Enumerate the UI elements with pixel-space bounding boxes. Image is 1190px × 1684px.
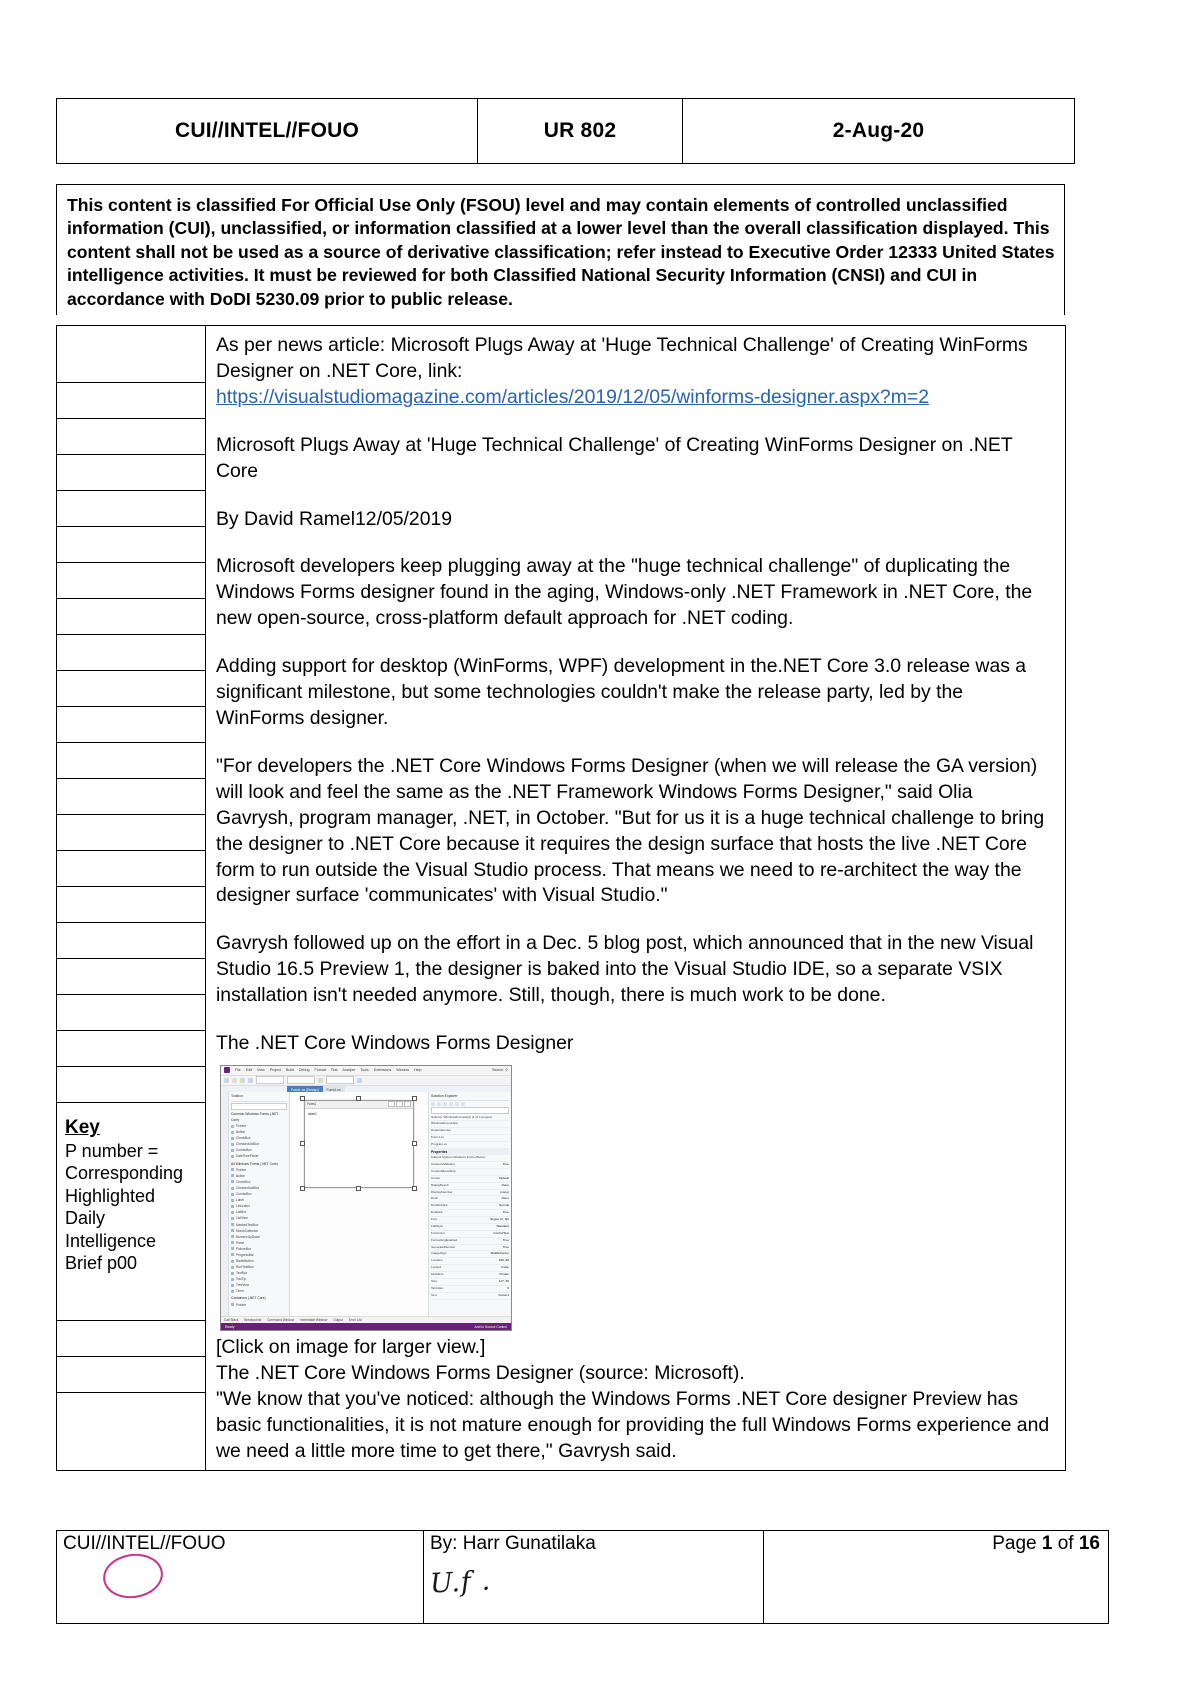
pointer-icon xyxy=(231,1303,234,1306)
tab-command-window[interactable]: Command Window xyxy=(267,1317,295,1322)
tab-breakpoints[interactable]: Breakpoints xyxy=(244,1317,262,1322)
home-icon[interactable] xyxy=(449,1102,453,1106)
toolbox-item[interactable]: Label xyxy=(231,1197,287,1203)
header-report-id-cell: UR 802 xyxy=(478,99,683,164)
caption-click-note: [Click on image for larger view.] xyxy=(216,1335,486,1358)
tab-call-stack[interactable]: Call Stack xyxy=(224,1317,239,1322)
new-project-icon xyxy=(224,1078,229,1083)
page-number: 1 xyxy=(1041,1533,1053,1554)
live-share-icon xyxy=(357,1078,362,1083)
combobox-icon xyxy=(231,1149,234,1152)
vs-menu-build: Build xyxy=(285,1068,294,1073)
property-row[interactable]: TabIndex 0 xyxy=(431,1286,509,1293)
tab-output[interactable]: Output xyxy=(333,1317,343,1322)
toolbox-item[interactable]: DateTimePicker xyxy=(231,1153,287,1159)
signature: U.f . xyxy=(429,1565,492,1600)
solution-explorer-toolbar xyxy=(431,1102,509,1106)
vs-search-label: Search xyxy=(491,1068,504,1073)
key-line-3: Highlighted xyxy=(65,1185,156,1206)
button-icon xyxy=(231,1131,234,1134)
toolbox-group-common[interactable]: Common Windows Forms (.NET Core) xyxy=(231,1111,279,1122)
page-total: 16 xyxy=(1078,1533,1100,1554)
toolbox-item[interactable]: TextBox xyxy=(231,1270,287,1276)
toolbox-item[interactable]: Timer xyxy=(231,1288,287,1294)
checkbox-icon xyxy=(231,1180,234,1183)
footer-classification-cell: CUI//INTEL//FOUO xyxy=(57,1531,424,1624)
undo-icon xyxy=(248,1078,253,1083)
toolbox-item[interactable]: ComboBox xyxy=(231,1191,287,1197)
toolbox-item[interactable]: Pointer xyxy=(231,1167,287,1173)
caption-source-note: The .NET Core Windows Forms Designer (source: Microsoft). xyxy=(216,1361,745,1384)
properties-subject: button1 System.Windows.Forms.Button xyxy=(431,1155,509,1162)
toolbox-group-all[interactable]: All Windows Forms (.NET Core) xyxy=(231,1161,278,1166)
ruled-rows xyxy=(57,326,205,1470)
vs-menu-analyze: Analyze xyxy=(342,1068,356,1073)
intro-text: As per news article: Microsoft Plugs Away at 'Huge Technical Challenge' of Creating WinForms Designer on .NET Core, link: xyxy=(216,334,1028,382)
textbox-icon xyxy=(231,1272,234,1275)
header-table xyxy=(56,98,1075,164)
vs-output-tabs xyxy=(221,1316,511,1323)
progressbar-icon xyxy=(231,1253,234,1256)
property-row[interactable]: GenerateMember True xyxy=(431,1245,509,1252)
toolbox-item[interactable]: ListBox xyxy=(231,1209,287,1215)
status-source-control-label[interactable]: Add to Source Control xyxy=(474,1324,507,1329)
key-line-5: Intelligence xyxy=(65,1230,157,1251)
toolbox-item[interactable]: RichTextBox xyxy=(231,1264,287,1270)
footer-author-cell xyxy=(424,1531,764,1624)
solution-and-properties-panel xyxy=(428,1092,511,1316)
page-of-label: of xyxy=(1052,1533,1079,1554)
toolbox-item[interactable]: NumericUpDown xyxy=(231,1234,287,1240)
property-row[interactable]: Locked False xyxy=(431,1265,509,1272)
form-label-control[interactable]: label1 xyxy=(308,1111,317,1116)
key-line-2: Corresponding xyxy=(65,1163,184,1184)
pointer-icon xyxy=(231,1168,234,1171)
property-row[interactable]: Font Segoe UI, 9pt xyxy=(431,1217,509,1224)
toolbox-item[interactable]: PictureBox xyxy=(231,1246,287,1252)
richtextbox-icon xyxy=(231,1266,234,1269)
footer-table xyxy=(56,1530,1109,1624)
visual-studio-logo-icon xyxy=(224,1067,230,1073)
article-content xyxy=(206,326,1065,1470)
run-target-combo xyxy=(326,1076,354,1084)
tab-error-list[interactable]: Error List xyxy=(348,1317,362,1322)
toolbox-item[interactable]: CheckedListBox xyxy=(231,1185,287,1191)
classification-banner: This content is classified For Official Use Only (FSOU) level and may contain elements of controlled unclassified information (CUI), unclassified, or information classified at a lower level than the overall classification displayed. This content shall not be used as a source of derivative classification; refer instead to Executive Order 12333 United States intelligence activities. It must be reviewed for both Classified National Security Information (CNSI) and CUI in accordance with DoDI 5230.09 prior to public release. xyxy=(56,184,1065,315)
toolbox-group-containers[interactable]: Containers (.NET Core) xyxy=(231,1296,266,1301)
checkbox-icon xyxy=(231,1137,234,1140)
solution-node[interactable]: WindowsFormsApp xyxy=(431,1121,509,1128)
property-row[interactable]: Dock None xyxy=(431,1196,509,1203)
vs-menu-test: Test xyxy=(330,1068,338,1073)
article-link[interactable]: https://visualstudiomagazine.com/articles/2019/12/05/winforms-designer.aspx?m=2 xyxy=(216,385,929,408)
selection-grips xyxy=(300,1096,416,1190)
monthcalendar-icon xyxy=(231,1229,234,1232)
toolbox-item[interactable]: MaskedTextBox xyxy=(231,1222,287,1228)
solution-node[interactable]: Program.cs xyxy=(431,1142,509,1149)
intro-paragraph xyxy=(216,333,1051,411)
toolbox-item[interactable]: ToolTip xyxy=(231,1276,287,1282)
header-row xyxy=(57,99,1075,164)
property-row[interactable]: DialogResult None xyxy=(431,1183,509,1190)
toolbox-item[interactable]: CheckBox xyxy=(231,1179,287,1185)
key-line-4: Daily xyxy=(65,1208,106,1229)
property-row[interactable]: CausesValidation True xyxy=(431,1162,509,1169)
solution-node[interactable]: Dependencies xyxy=(431,1128,509,1135)
button-icon xyxy=(231,1174,234,1177)
toolbox-item[interactable]: CheckedListBox xyxy=(231,1141,287,1147)
property-row[interactable]: FlatStyle Standard xyxy=(431,1224,509,1231)
toolbox-item[interactable]: ProgressBar xyxy=(231,1252,287,1258)
toolbox-item[interactable]: CheckBox xyxy=(231,1135,287,1141)
toolbox-title: Toolbox xyxy=(231,1093,287,1102)
page-prefix-label: Page xyxy=(992,1533,1042,1554)
collapse-all-icon[interactable] xyxy=(437,1102,441,1106)
vs-menu-format: Format xyxy=(314,1068,326,1073)
vs-status-area xyxy=(221,1316,511,1330)
toolbox-search-input[interactable] xyxy=(231,1103,287,1110)
article-content-cell xyxy=(206,326,1066,1471)
form-title-text: Form1 xyxy=(307,1102,317,1107)
solution-explorer-title: Solution Explorer xyxy=(431,1093,509,1101)
refresh-icon[interactable] xyxy=(431,1102,435,1106)
property-row[interactable]: Text button1 xyxy=(431,1293,509,1300)
solution-search-input[interactable] xyxy=(431,1107,509,1114)
toolbox-item[interactable]: Panel xyxy=(231,1240,287,1246)
article-byline: By David Ramel12/05/2019 xyxy=(216,507,453,530)
toolbox-item[interactable]: Button xyxy=(231,1173,287,1179)
header-date-cell: 2-Aug-20 xyxy=(683,99,1075,164)
toolbox-panel xyxy=(229,1092,290,1316)
property-row[interactable]: Modifiers Private xyxy=(431,1272,509,1279)
article-paragraph-5: "We know that you've noticed: although the Windows Forms .NET Core designer Preview has basic functionalities, it is not mature enough for providing the full Windows Forms experience and we need a little more time to get there," Gavrysh said. xyxy=(216,1387,1050,1462)
property-row[interactable]: FormattingEnabled True xyxy=(431,1238,509,1245)
listview-icon xyxy=(231,1217,234,1220)
property-row[interactable]: Cursor Default xyxy=(431,1176,509,1183)
maskedtextbox-icon xyxy=(231,1223,234,1226)
open-file-icon xyxy=(232,1078,237,1083)
property-row[interactable]: ImageAlign MiddleCenter xyxy=(431,1251,509,1258)
linklabel-icon xyxy=(231,1205,234,1208)
toolbox-item[interactable]: Button xyxy=(231,1129,287,1135)
article-paragraph-1: Microsoft developers keep plugging away at the "huge technical challenge" of duplicating the Windows Forms designer found in the aging, Windows-only .NET Framework in .NET Core, the new open-source, cross-platform default approach for .NET coding. xyxy=(216,555,1033,630)
numericupdown-icon xyxy=(231,1235,234,1238)
toolbox-item[interactable]: MonthCalendar xyxy=(231,1228,287,1234)
platform-combo xyxy=(287,1076,315,1084)
vs-toolbar xyxy=(221,1076,511,1086)
combobox-icon xyxy=(231,1193,234,1196)
property-row[interactable]: Enabled True xyxy=(431,1210,509,1217)
toolbox-item[interactable]: TreeView xyxy=(231,1282,287,1288)
design-surface[interactable] xyxy=(290,1092,428,1316)
body-table xyxy=(56,325,1066,1471)
footer-row xyxy=(57,1531,1109,1624)
vs-menu-window: Window xyxy=(396,1068,410,1073)
toolbox-item[interactable]: ComboBox xyxy=(231,1147,287,1153)
save-icon xyxy=(240,1078,245,1083)
vs-vertical-strip xyxy=(221,1092,229,1316)
build-config-combo xyxy=(256,1076,284,1084)
vs-menu-edit: Edit xyxy=(245,1068,252,1073)
property-row[interactable]: Size 117, 35 xyxy=(431,1279,509,1286)
search-icon: ⚲ xyxy=(505,1068,508,1073)
property-row[interactable]: ContextMenuStrip xyxy=(431,1169,509,1176)
property-row[interactable]: DoubleClick Normal xyxy=(431,1203,509,1210)
picturebox-icon xyxy=(231,1247,234,1250)
show-all-files-icon[interactable] xyxy=(443,1102,447,1106)
property-row[interactable]: Location 169, 98 xyxy=(431,1258,509,1265)
toolbox-item[interactable]: RadioButton xyxy=(231,1258,287,1264)
listbox-icon xyxy=(231,1211,234,1214)
vs-menu-bar xyxy=(221,1066,511,1076)
vs-menu-view: View xyxy=(257,1068,265,1073)
vs-menu-debug: Debug xyxy=(298,1068,310,1073)
checkedlistbox-icon xyxy=(231,1187,234,1190)
toolbox-item[interactable]: Pointer xyxy=(231,1123,287,1129)
properties-icon[interactable] xyxy=(461,1102,465,1106)
visual-studio-screenshot[interactable] xyxy=(220,1065,512,1331)
pointer-icon xyxy=(231,1125,234,1128)
toolbox-item[interactable]: ListView xyxy=(231,1215,287,1221)
key-column-cell xyxy=(57,326,206,1471)
property-row[interactable]: DisplayMember (none) xyxy=(431,1190,509,1197)
tab-immediate-window[interactable]: Immediate Window xyxy=(300,1317,328,1322)
footer-author-label: By: Harr Gunatilaka xyxy=(430,1533,596,1554)
article-paragraph-3: "For developers the .NET Core Windows Forms Designer (when we will release the GA version) will look and feel the same as the .NET Framework Windows Forms Designer," said Olia Gavrysh, program manager, .NET, in October. "But for us it is a huge technical challenge to bring the designer to .NET Core because it requires the design surface that hosts the live .NET Core form to run outside the Visual Studio process. That means we need to re-architect the way the designer surface 'communicates' with Visual Studio." xyxy=(216,754,1045,907)
sync-icon[interactable] xyxy=(455,1102,459,1106)
vs-menu-file: File xyxy=(235,1068,241,1073)
radiobutton-icon xyxy=(231,1260,234,1263)
toolbox-item[interactable]: Pointer xyxy=(231,1302,287,1308)
article-subheading: The .NET Core Windows Forms Designer xyxy=(216,1032,574,1055)
article-title: Microsoft Plugs Away at 'Huge Technical Challenge' of Creating WinForms Designer on .NET Core xyxy=(216,433,1013,482)
treeview-icon xyxy=(231,1284,234,1287)
solution-node[interactable]: Solution 'WindowsFormsApp' (1 of 1 project) xyxy=(431,1115,509,1122)
panel-icon xyxy=(231,1241,234,1244)
vs-main-area xyxy=(221,1092,511,1316)
key-title: Key xyxy=(65,1117,100,1138)
body-row xyxy=(57,326,1066,1471)
key-legend xyxy=(65,1116,197,1275)
toolbox-item[interactable]: LinkLabel xyxy=(231,1203,287,1209)
article-paragraph-4: Gavrysh followed up on the effort in a Dec. 5 blog post, which announced that in the new Visual Studio 16.5 Preview 1, the designer is baked into the Visual Studio IDE, so a separate VSIX installation isn't needed anymore. Still, though, there is much work to be done. xyxy=(216,932,1034,1007)
datetimepicker-icon xyxy=(231,1155,234,1158)
start-debug-icon xyxy=(318,1078,323,1083)
property-row[interactable]: ForeColor ControlText xyxy=(431,1231,509,1238)
vs-menu-tools: Tools xyxy=(360,1068,369,1073)
vs-menu-project: Project xyxy=(269,1068,281,1073)
timer-icon xyxy=(231,1290,234,1293)
article-paragraph-2: Adding support for desktop (WinForms, WPF) development in the.NET Core 3.0 release was a significant milestone, but some technologies couldn't make the release party, led by the WinForms designer. xyxy=(216,655,1027,729)
header-classification-cell: CUI//INTEL//FOUO xyxy=(57,99,478,164)
key-line-6: Brief p00 xyxy=(65,1253,138,1274)
vs-menu-extensions: Extensions xyxy=(373,1068,392,1073)
tab-form-designer[interactable]: Form1.cs [Design] xyxy=(287,1086,323,1094)
label-icon xyxy=(231,1199,234,1202)
vs-status-bar xyxy=(221,1323,511,1331)
tab-form-code[interactable]: Form1.cs xyxy=(323,1086,345,1094)
vs-menu-help: Help xyxy=(414,1068,422,1073)
solution-node[interactable]: Form1.cs xyxy=(431,1135,509,1142)
status-ready-label: Ready xyxy=(225,1324,235,1329)
tooltip-icon xyxy=(231,1278,234,1281)
checkedlistbox-icon xyxy=(231,1143,234,1146)
footer-page-cell xyxy=(764,1531,1109,1624)
key-line-1: P number = xyxy=(65,1140,159,1161)
properties-title: Properties xyxy=(431,1149,509,1155)
